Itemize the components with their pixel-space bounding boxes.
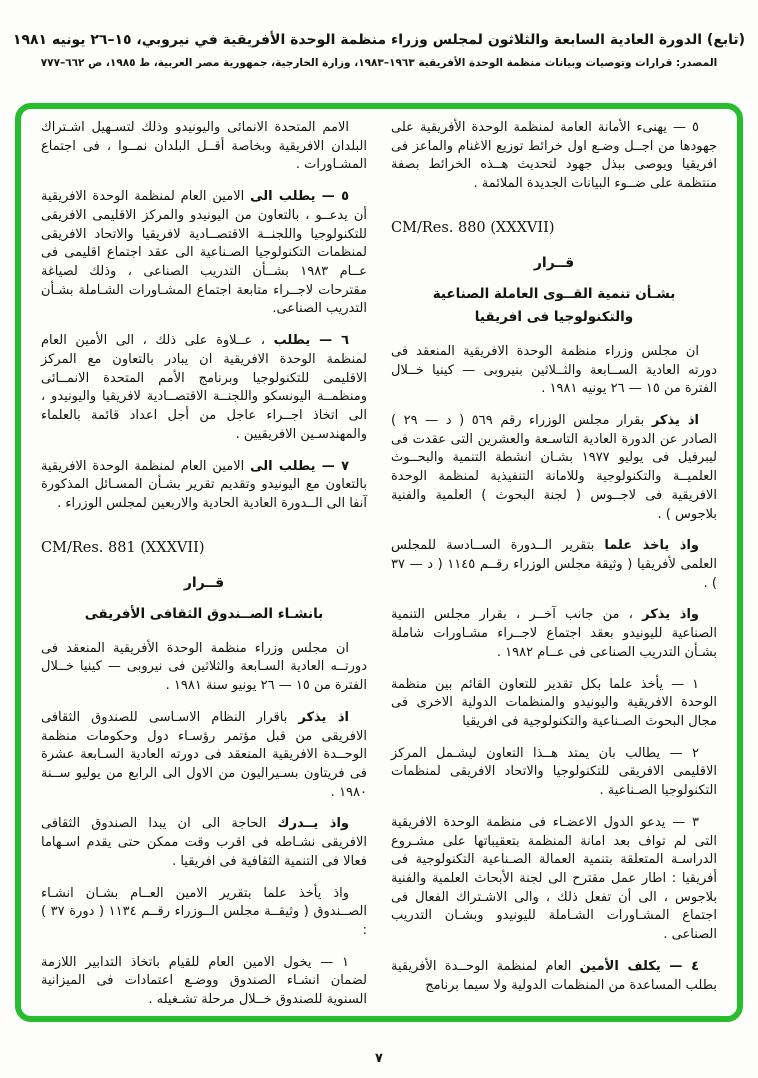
- paragraph-text: العام لمنظمة الوحــدة الأفريقية بطلب المساعدة من المنظمات الدولية ولا سيما برنامج: [391, 958, 717, 993]
- subject-line: بشـأن تنمية القــوى العاملة الصناعية: [432, 285, 676, 302]
- paragraph-text: ان مجلس وزراء منظمة الوحدة الافريقية المنعقد فى دورته العادية الســابعة والثــلاثين بنيروبى — كينيا خــلال الفترة من ١٥ — ٢٦ يونيه ١٩٨١ .: [391, 343, 717, 397]
- paragraph-text: ، من جانب آخــر ، بقرار مجلس التنمية الصناعية لليونيدو بعقد اجتماع لاجــراء مشـاورات شاملة بشـأن التدريب الصناعى فى عــام ١٩٨٢ .: [391, 607, 717, 660]
- paragraph-lead: واذ يذكر: [642, 607, 699, 623]
- resolution-code-880: CM/Res. 880 (XXXVII): [391, 219, 555, 236]
- paragraph-text: بقرار مجلس الوزراء رقم ٥٦٩ ( د — ٢٩ ) الصادر عن الدورة العادية التاسـعة والعشرين التى عقدت فى ليبرفيل فى يوليو ١٩٧٧ بشـان انشطة التنمية والبحــوث العلميــة والتكنولوجية وللامانة التنفيذية لمنظمة الوحدة الافريقية فى لاجــوس ( لجنة البحوث ) العلمية والفنية بلاجوس ) .: [391, 412, 717, 522]
- paragraph: [41, 954, 367, 1010]
- paragraph-text: ٥ — يهنىء الأمانة العامة لمنظمة الوحدة الأفريقية على جهودها من اجــل وضـع اول خرائط توزيع الاغنام والماعز فى افريقيا ويوصى ببذل جهود لتحديث هــذه الخرائط بصفة منتظمة على ضــوء البيانات الجديدة الملائمة .: [391, 120, 717, 192]
- paragraph-text: باقرار النظام الاسـاسى للصندوق الثقافى الافريقى من قبل مؤتمر رؤسـاء دول وحكومات منظمة الوحــدة الافريقية المنعقد فى دورته العادية السـابعة عشرة فى فريتاون بسـيراليون من الاول الى الرابع من يوليو ســنة ١٩٨٠ .: [41, 709, 367, 800]
- page-number: ٧: [375, 1051, 383, 1066]
- column-right: [391, 119, 717, 1008]
- paragraph: [391, 119, 717, 194]
- paragraph-text: الامم المتحدة الانمائى واليونيدو وذلك لتسـهيل اشـتراك البلدان الافريقية وبخاصة أقــل البلدان نمــوا ، فى اجتماع المشـاورات .: [41, 120, 367, 173]
- paragraph: [41, 119, 367, 175]
- paragraph: [41, 332, 367, 444]
- column-left: [41, 119, 367, 1008]
- resolution-heading: قــرار: [183, 574, 225, 591]
- resolution-subject: [391, 283, 717, 329]
- paragraph: [391, 537, 717, 593]
- paragraph: [391, 676, 717, 732]
- paragraph-text: ١ — يخول الامين العام للقيام باتخاذ التدابير اللازمة لضمان انشـاء الصندوق ووضـع اعتمادات فى الميزانية السنوية للصندوق خــلال مرحلة تشـغيله .: [41, 954, 367, 1008]
- paragraph-text: الامين العام لمنظمة الوحدة الافريقية أن يدعــو ، بالتعاون من اليونيدو والمركز الاقليمى الافريقى للتكنولوجيا واللجنــة الاقتصــادية لافريقيا والاتحاد الافريقى لمنظمات التكنولوجيا الصـناعية الى عقد اجتماع اقليمى فى عــام ١٩٨٣ بشــأن التدريب الصناعى ، وذلك لصياغة مقترحات لاجــراء متابعة اجتماع المشـاورات الشـاملة بشـأن التدريب الصناعى.: [41, 189, 367, 317]
- paragraph: [41, 188, 367, 319]
- paragraph-text: ان مجلس وزراء منظمة الوحدة الأفريقية المنعقد فى دورتــه العادية السـابعة والثلاثين فى نيروبى — كينيا خــلال الفترة من ١٥ — ٢٦ يونيو سنة ١٩٨١ .: [41, 640, 367, 694]
- paragraph: [391, 606, 717, 662]
- paragraph-text: الامين العام لمنظمة الوحدة الافريقية بالتعاون مع اليونيدو وتقديم تقرير بشـأن المسـائل المذكورة آنفا الى الــدورة العادية الحادية والاربعين لمجلس الوزراء .: [41, 458, 367, 511]
- paragraph: [41, 815, 367, 871]
- subject-line: بانشـاء الصــندوق الثقافى الأفريقى: [84, 605, 324, 622]
- paragraph: [391, 343, 717, 399]
- paragraph: [391, 958, 717, 995]
- paragraph-lead: واذ يــدرك: [277, 816, 349, 832]
- paragraph-lead: اذ يذكر: [651, 412, 699, 428]
- paragraph: [41, 709, 367, 803]
- paragraph-text: ١ — يأخذ علما بكل تقدير للتعاون القائم بين منظمة الوحدة الافريقية واليونيدو والمنظمات الدولية الاخرى فى مجال البحوث الصـناعية والتكنولوجية فى افريقيا: [391, 676, 717, 729]
- paragraph-lead: اذ يذكر: [298, 709, 349, 725]
- paragraph-lead: ٥ — يطلب الى: [250, 189, 349, 205]
- paragraph-text: واذ يأخذ علما بتقرير الامين العــام بشـان انشـاء الصــندوق ( وثيقــة مجلس الــوزراء رقــم ١١٣٤ ( دورة ٣٧ ) :: [41, 885, 367, 938]
- green-border-frame: [15, 103, 743, 1022]
- two-column-layout: [21, 109, 737, 1016]
- paragraph: [41, 885, 367, 941]
- resolution-code-881: CM/Res. 881 (XXXVII): [41, 539, 205, 556]
- paragraph-lead: واذ ياخذ علما: [604, 538, 699, 554]
- header-source: المصدر: قرارات وتوصيات وبيانات منظمة الوحدة الأفريقية ١٩٦٣–١٩٨٣، وزارة الخارجية، جمهورية مصر العربية، ط ١٩٨٥، ص ٦٦٢–٧٧٧: [40, 57, 718, 69]
- page-header: [0, 0, 758, 69]
- paragraph-lead: ٦ — يطلب: [273, 333, 350, 349]
- paragraph: [391, 745, 717, 801]
- subject-line: والتكنولوجيا فى افريقيا: [474, 308, 634, 325]
- resolution-heading: قــرار: [533, 254, 575, 271]
- paragraph: [41, 640, 367, 696]
- header-title: (تابع) الدورة العادية السابعة والثلاثون لمجلس وزراء منظمة الوحدة الأفريقية في نيروبي، ١٥–٢٦ يونيه ١٩٨١: [12, 32, 746, 48]
- paragraph-lead: ٤ — يكلف الأمين: [579, 958, 699, 974]
- paragraph-text: ، عــلاوة على ذلك ، الى الأمين العام لمنظمة الوحدة الافريقية ان يبادر بالتعاون مع المركز الاقليمى للتكنولوجيا وبرنامج الأمم المتحدة الانمــائى ومنظمــة اليونسكو واللجنــة الاقتصــادية لافريقيا واليونيدو ، الى اتخاذ اجــراء عاجل من أجل اعداد قائمة بالعلماء والمهندسـين الافريقيين .: [41, 333, 367, 442]
- paragraph-text: ٢ — يطالب بان يمتد هــذا التعاون ليشـمل المركز الاقليمى الافريقى للتكنولوجيا والاتحاد الافريقى لمنظمات التكنولوجيا الصـناعية .: [391, 745, 717, 799]
- resolution-subject: [41, 603, 367, 626]
- paragraph: [391, 814, 717, 945]
- paragraph-lead: ٧ — يطلب الى: [250, 458, 349, 474]
- paragraph-text: بتقرير الــدورة الســادسة للمجلس العلمى لأفريقيا ( وثيقة مجلس الوزراء رقــم ١١٤٥ ( د — ٣٧ ) .: [391, 538, 717, 591]
- paragraph-text: الحاجة الى ان يبدا الصندوق الثقافى الافريقى نشـاطه فى اقرب وقت ممكن حتى يقدم اسـهاما فعالا فى التنمية الثقافية فى افريقيا .: [41, 816, 367, 869]
- paragraph: [41, 458, 367, 514]
- paragraph-text: ٣ — يدعو الدول الاعضـاء فى منظمة الوحدة الافريقية التى لم تواف بعد امانة المنظمة بتعقيباتها على مشـروع الدراسـة المتعلقة بتنمية العمالة الصـناعية التكنولوجية فى أفريقيا : اطار عمل مقترح الى لجنة الأبحاث العلمية والفنية بلاجوس ، الى أن تفعل ذلك ، والى الاشـتراك الفعال فى اجتماع المشـاورات الشـاملة لليونيدو وبشـان التدريب الصناعى .: [391, 814, 717, 943]
- paragraph: [391, 412, 717, 524]
